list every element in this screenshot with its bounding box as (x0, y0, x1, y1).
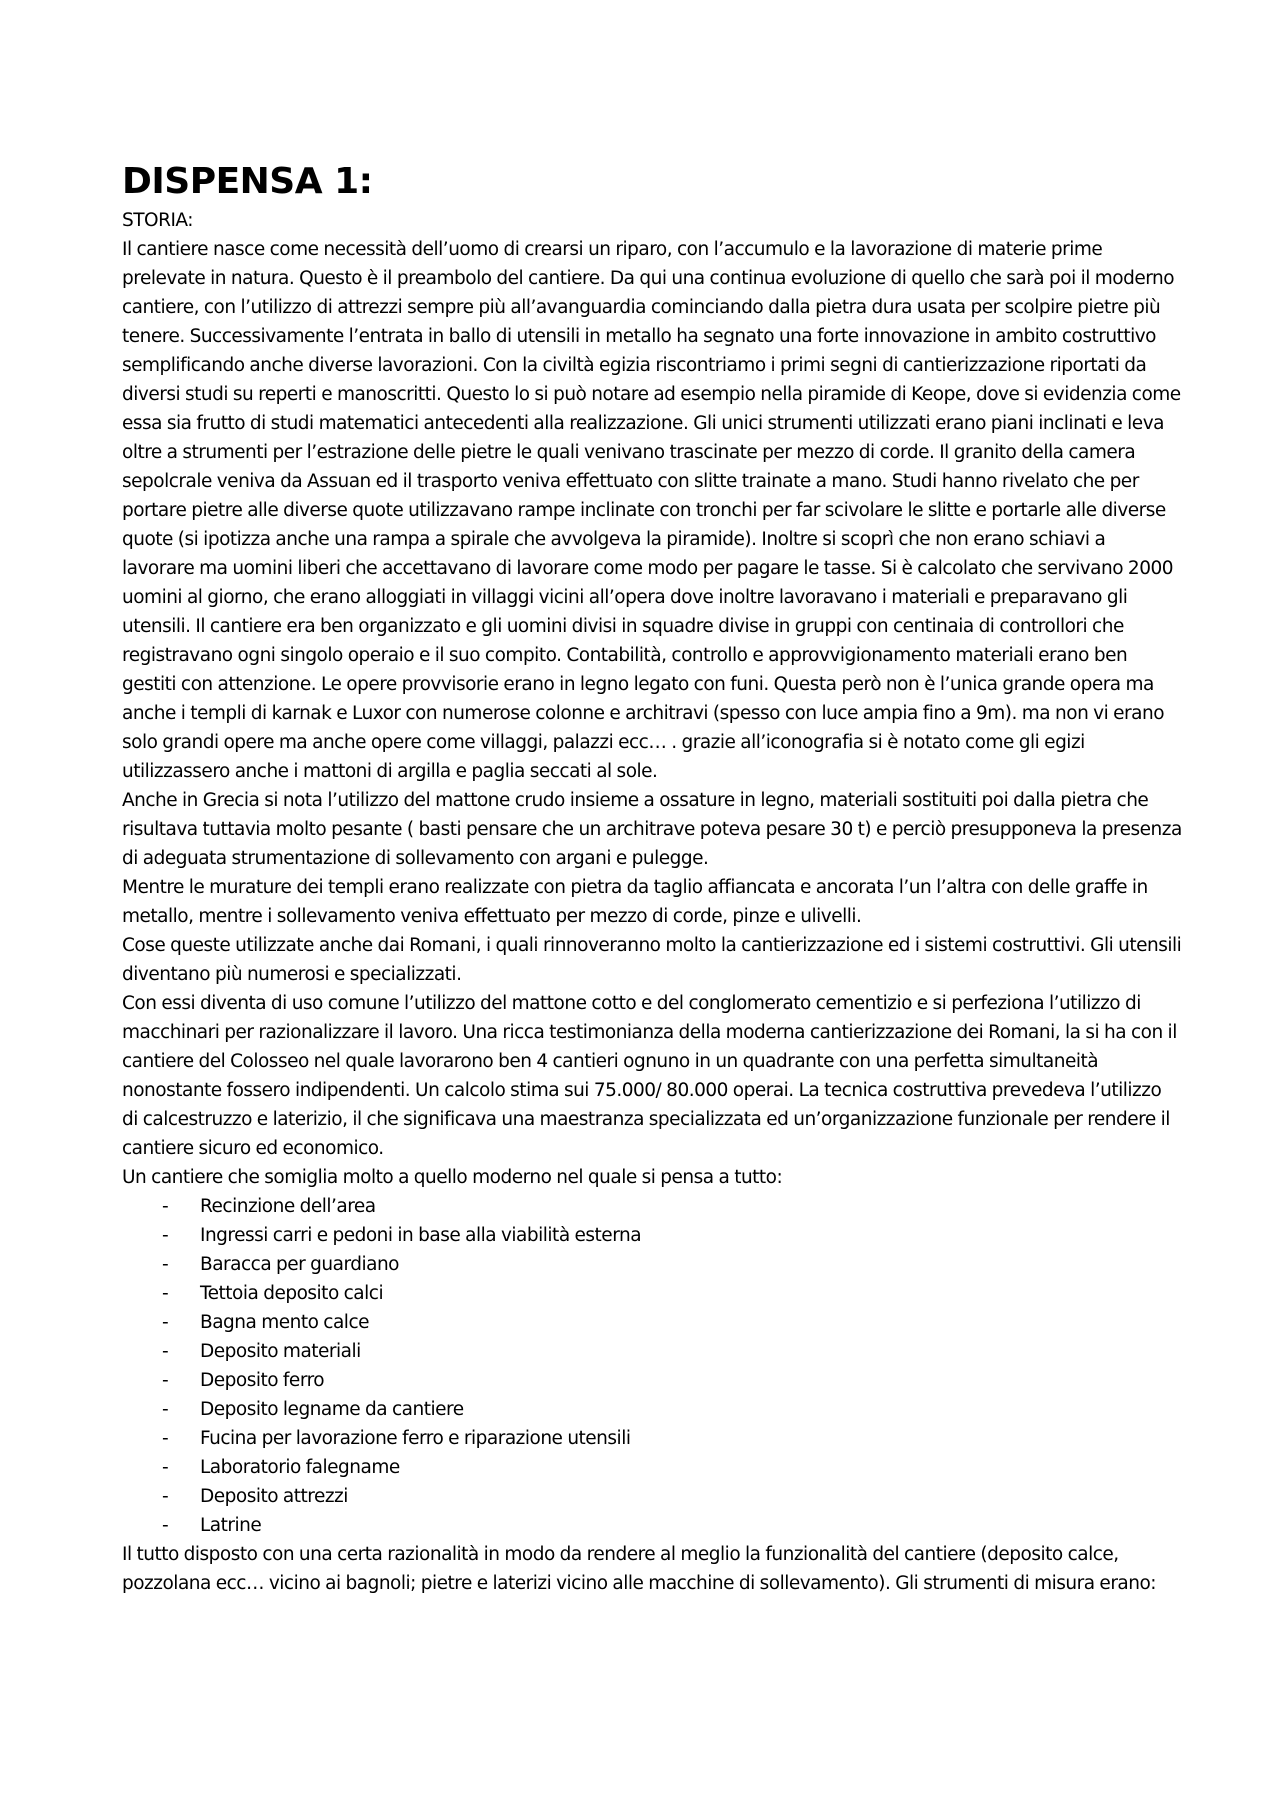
list-item-text: Bagna mento calce (200, 1312, 369, 1333)
list-item (122, 1308, 1182, 1337)
list-item (122, 1279, 1182, 1308)
paragraph-egypt: Il cantiere nasce come necessità dell’uomo di crearsi un riparo, con l’accumulo e la lavorazione di materie prime prelevate in natura. Questo è il preambolo del cantiere. Da qui una continua evoluzione di quello che sarà poi il moderno cantiere, con l’utilizzo di attrezzi sempre più all’avanguardia cominciando dalla pietra dura usata per scolpire pietre più tenere. Successivamente l’entrata in ballo di utensili in metallo ha segnato una forte innovazione in ambito costruttivo semplificando anche diverse lavorazioni. Con la civiltà egizia riscontriamo i primi segni di cantierizzazione riportati da diversi studi su reperti e manoscritti. Questo lo si può notare ad esempio nella piramide di Keope, dove si evidenzia come essa sia frutto di studi matematici antecedenti alla realizzazione. Gli unici strumenti utilizzati erano piani inclinati e leva oltre a strumenti per l’estrazione delle pietre le quali venivano trascinate per mezzo di corde. Il granito della camera sepolcrale veniva da Assuan ed il trasporto veniva effettuato con slitte trainate a mano. Studi hanno rivelato che per portare pietre alle diverse quote utilizzavano rampe inclinate con tronchi per far scivolare le slitte e portarle alle diverse quote (si ipotizza anche una rampa a spirale che avvolgeva la piramide). Inoltre si scoprì che non erano schiavi a lavorare ma uomini liberi che accettavano di lavorare come modo per pagare le tasse. Si è calcolato che servivano 2000 uomini al giorno, che erano alloggiati in villaggi vicini all’opera dove inoltre lavoravano i materiali e preparavano gli utensili. Il cantiere era ben organizzato e gli uomini divisi in squadre divise in gruppi con centinaia di controllori che registravano ogni singolo operaio e il suo compito. Contabilità, controllo e approvvigionamento materiali erano ben gestiti con attenzione. Le opere provvisorie erano in legno legato con funi. Questa però non è l’unica grande opera ma anche i templi di karnak e Luxor con numerose colonne e architravi (spesso con luce ampia fino a 9m). ma non vi erano solo grandi opere ma anche opere come villaggi, palazzi ecc… . grazie all’iconografia si è notato come gli egizi utilizzassero anche i mattoni di argilla e paglia seccati al sole. (122, 239, 1181, 782)
paragraph-list-intro: Un cantiere che somiglia molto a quello moderno nel quale si pensa a tutto: (122, 1167, 783, 1188)
list-bullet: - (162, 1196, 169, 1217)
list-item (122, 1424, 1182, 1453)
list-item-text: Fucina per lavorazione ferro e riparazione utensili (200, 1428, 631, 1449)
list-bullet: - (162, 1457, 169, 1478)
list-item-text: Deposito materiali (200, 1341, 361, 1362)
list-item-text: Latrine (200, 1515, 262, 1536)
list-item (122, 1511, 1182, 1540)
paragraph-closing: Il tutto disposto con una certa razionalità in modo da rendere al meglio la funzionalità del cantiere (deposito calce, pozzolana ecc… vicino ai bagnoli; pietre e laterizi vicino alle macchine di sollevamento). Gli strumenti di misura erano: (122, 1544, 1157, 1594)
list-bullet: - (162, 1283, 169, 1304)
list-item (122, 1192, 1182, 1221)
list-item (122, 1453, 1182, 1482)
list-item (122, 1250, 1182, 1279)
list-bullet: - (162, 1312, 169, 1333)
list-bullet: - (162, 1254, 169, 1275)
paragraph-greece: Anche in Grecia si nota l’utilizzo del mattone crudo insieme a ossature in legno, materiali sostituiti poi dalla pietra che risultava tuttavia molto pesante ( basti pensare che un architrave poteva pesare 30 t) e perciò presupponeva la presenza di adeguata strumentazione di sollevamento con argani e pulegge. (122, 790, 1182, 869)
list-item (122, 1366, 1182, 1395)
list-item-text: Laboratorio falegname (200, 1457, 400, 1478)
document-page (122, 160, 1182, 1598)
section-label: STORIA: (122, 210, 193, 231)
list-bullet: - (162, 1428, 169, 1449)
list-bullet: - (162, 1341, 169, 1362)
list-bullet: - (162, 1486, 169, 1507)
document-body (122, 206, 1182, 1598)
list-bullet: - (162, 1515, 169, 1536)
list-item-text: Deposito legname da cantiere (200, 1399, 464, 1420)
list-item (122, 1395, 1182, 1424)
list-item-text: Ingressi carri e pedoni in base alla viabilità esterna (200, 1225, 642, 1246)
document-title: DISPENSA 1: (122, 161, 373, 202)
list-item-text: Recinzione dell’area (200, 1196, 376, 1217)
list-item-text: Deposito attrezzi (200, 1486, 348, 1507)
list-bullet: - (162, 1370, 169, 1391)
list-item (122, 1221, 1182, 1250)
paragraph-colosseum: Con essi diventa di uso comune l’utilizzo del mattone cotto e del conglomerato cementizio e si perfeziona l’utilizzo di macchinari per razionalizzare il lavoro. Una ricca testimonianza della moderna cantierizzazione dei Romani, la si ha con il cantiere del Colosseo nel quale lavorarono ben 4 cantieri ognuno in un quadrante con una perfetta simultaneità nonostante fossero indipendenti. Un calcolo stima sui 75.000/ 80.000 operai. La tecnica costruttiva prevedeva l’utilizzo di calcestruzzo e laterizio, il che significava una maestranza specializzata ed un’organizzazione funzionale per rendere il cantiere sicuro ed economico. (122, 993, 1177, 1159)
list-bullet: - (162, 1225, 169, 1246)
site-elements-list (122, 1192, 1182, 1540)
paragraph-romans: Cose queste utilizzate anche dai Romani, i quali rinnoveranno molto la cantierizzazione ed i sistemi costruttivi. Gli utensili diventano più numerosi e specializzati. (122, 935, 1182, 985)
list-item (122, 1482, 1182, 1511)
paragraph-temples: Mentre le murature dei templi erano realizzate con pietra da taglio affiancata e ancorata l’un l’altra con delle graffe in metallo, mentre i sollevamento veniva effettuato per mezzo di corde, pinze e ulivelli. (122, 877, 1148, 927)
list-item-text: Baracca per guardiano (200, 1254, 399, 1275)
list-bullet: - (162, 1399, 169, 1420)
list-item-text: Deposito ferro (200, 1370, 325, 1391)
list-item-text: Tettoia deposito calci (200, 1283, 384, 1304)
list-item (122, 1337, 1182, 1366)
